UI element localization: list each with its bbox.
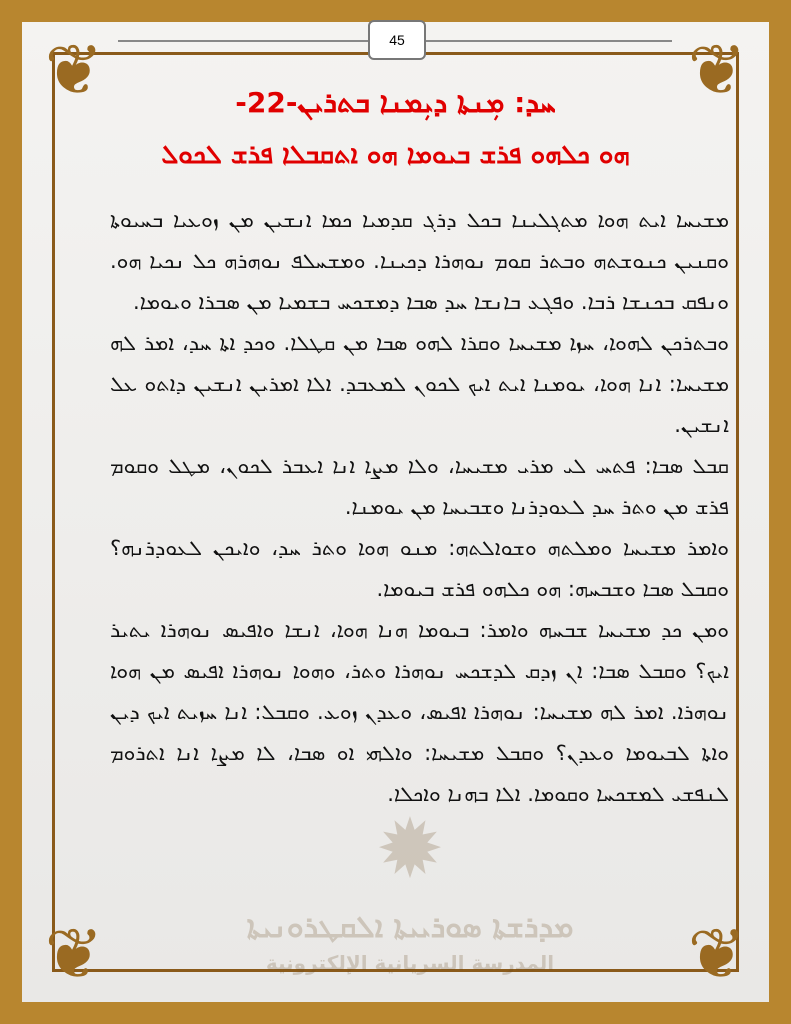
paragraph: ܡܫܝܚܐ ܐܝܬ ܗܘܐ ܡܬܓܠܝܢܐ ܒܟܠ ܕܪܓ ܩܕܡܝܐ ܟܡܐ ܐܢܫܝܢ ܡܢ ܙܘܥܝܐ ܒܚܝܘܬܐ ܘܩܢܝܢ ܟܢܘܫܬܗ ܘܒܬܪ ܩܘܡ ܢܘܗܪܐ ܕܟܝܢܐ. ܘܡܫܚܠܦ ܢܘܗܪܗ ܟܠ ܢܟܝܐ ܗܘ. ܘܢܦܩ ܒܟܢܫܐ ܪܒܐ. ܘܦܓܥ ܒܐܢܫܐ ܚܕ ܣܒܐ ܕܡܫܟܚ ܒܫܡܝܐ ܡܢ ܣܒܪܐ ܘܝܘܡܐ.: [110, 208, 729, 314]
ornament-corner-icon: ❦: [687, 913, 747, 995]
page-number: 45: [368, 20, 426, 60]
header-rule: [118, 40, 368, 42]
paragraph: ܩܒܠ ܣܒܐ: ܦܬܚ ܠܝ ܡܪܝ ܡܫܝܚܐ، ܘܠܐ ܡܨܐ ܐܢܐ ܐܥܒܪ ܠܟܘܢ، ܡܛܠ ܘܩܘܡ ܦܪܫ ܡܢ ܘܬܪ ܚܕ ܠܥܘܕܪܢܐ ܘܫܒܝܚܐ ܡܢ ܝܘܡܢܐ.: [110, 454, 729, 519]
header-rule: [422, 40, 672, 42]
ornament-corner-icon: ❦: [687, 29, 747, 111]
page-title: ܚܕ: ܡܼܢܬܐ ܕܝܼܡܢܐ ܒܬܪܝܢ-22-: [235, 86, 556, 119]
watermark: [200, 790, 620, 1010]
ornament-corner-icon: ❦: [44, 913, 104, 995]
page-subtitle: ܗܘ ܟܠܗܘ ܦܪܫ ܒܝܘܡܐ ܗܘ ܐܬܩܒܠܐ ܦܪܫ ܠܟܘܠ: [161, 140, 630, 170]
paragraph: ܘܡܢ ܟܕ ܡܫܝܚܐ ܫܒܚܗ ܘܐܡܪ: ܒܝܘܡܐ ܗܢܐ ܗܘܐ، ܐܢܫܐ ܘܐܦܝܣ ܢܘܗܪܐ ܝܬܝܪ ܐܝܟ؟ ܘܩܒܠ ܣܒܐ: ܐܢ ܙܕܩ ܠܕܫܟܚ ܢܘܗܪܐ ܘܬܪ، ܘܗܘܐ ܢܘܗܪܐ ܐܦܝܣ ܡܢ ܗܘܐ ܢܘܗܪܐ. ܐܡܪ ܠܗ ܡܫܝܚܐ: ܢܘܗܪܐ ܐܦܝܣ، ܘܥܕܢ ܙܘܥ. ܘܩܒܠ: ܐܢܐ ܚܙܝܬ ܐܝܟ ܕܝܢ ܘܐܬܐ ܠܒܝܘܡܐ ܘܥܕܢ؟ ܘܩܒܠ ܡܫܝܚܐ: ܘܐܠܗܝ ܐܘ ܣܒܐ، ܠܐ ܡܨܐ ܐܢܐ ܐܬܪܘܡ ܠܢܦܫܝ ܠܡܫܟܚܐ ܘܩܘܡܐ. ܐܠܐ ܒܗܢܐ ܘܐܟܠܐ.: [110, 618, 729, 806]
watermark-arabic: المدرسة السريانية الإلكترونية: [265, 951, 555, 975]
watermark-syriac: ܡܕܪܫܬܐ ܣܘܪܝܝܬܐ ܐܠܩܛܪܘܢܝܬܐ: [246, 910, 574, 945]
ornament-corner-icon: ❦: [44, 29, 104, 111]
paragraph: ܘܒܬܪܟܢ ܠܗܘܐ، ܚܙܐ ܡܫܝܚܐ ܘܩܪܐ ܠܗܘ ܣܒܐ ܡܢ ܩܛܠܐ. ܘܟܕ ܐܬܐ ܚܕ، ܐܡܪ ܠܗ ܡܫܝܚܐ: ܐܢܐ ܗܘܐ، ܝܘܡܢܐ ܐܝܬ ܐܝܟ ܠܟܘܢ ܠܡܥܒܕ. ܐܠܐ ܐܡܪܝܢ ܐܢܫܝܢ ܕܐܬܘ ܥܠ ܐܢܫܝܢ.: [110, 331, 729, 437]
winged-emblem-icon: ✹: [375, 802, 445, 897]
paragraph: ܘܐܡܪ ܡܫܝܚܐ ܘܡܠܬܗ ܘܫܘܐܠܬܗ: ܡܢܘ ܗܘܐ ܘܬܪ ܚܕ، ܘܐܝܟܢ ܠܥܘܕܪܢܗ؟ ܘܩܒܠ ܣܒܐ ܘܫܒܚܗ: ܗܘ ܟܠܗܘ ܦܪܫ ܒܝܘܡܐ.: [110, 536, 729, 601]
body-text: [110, 200, 729, 815]
